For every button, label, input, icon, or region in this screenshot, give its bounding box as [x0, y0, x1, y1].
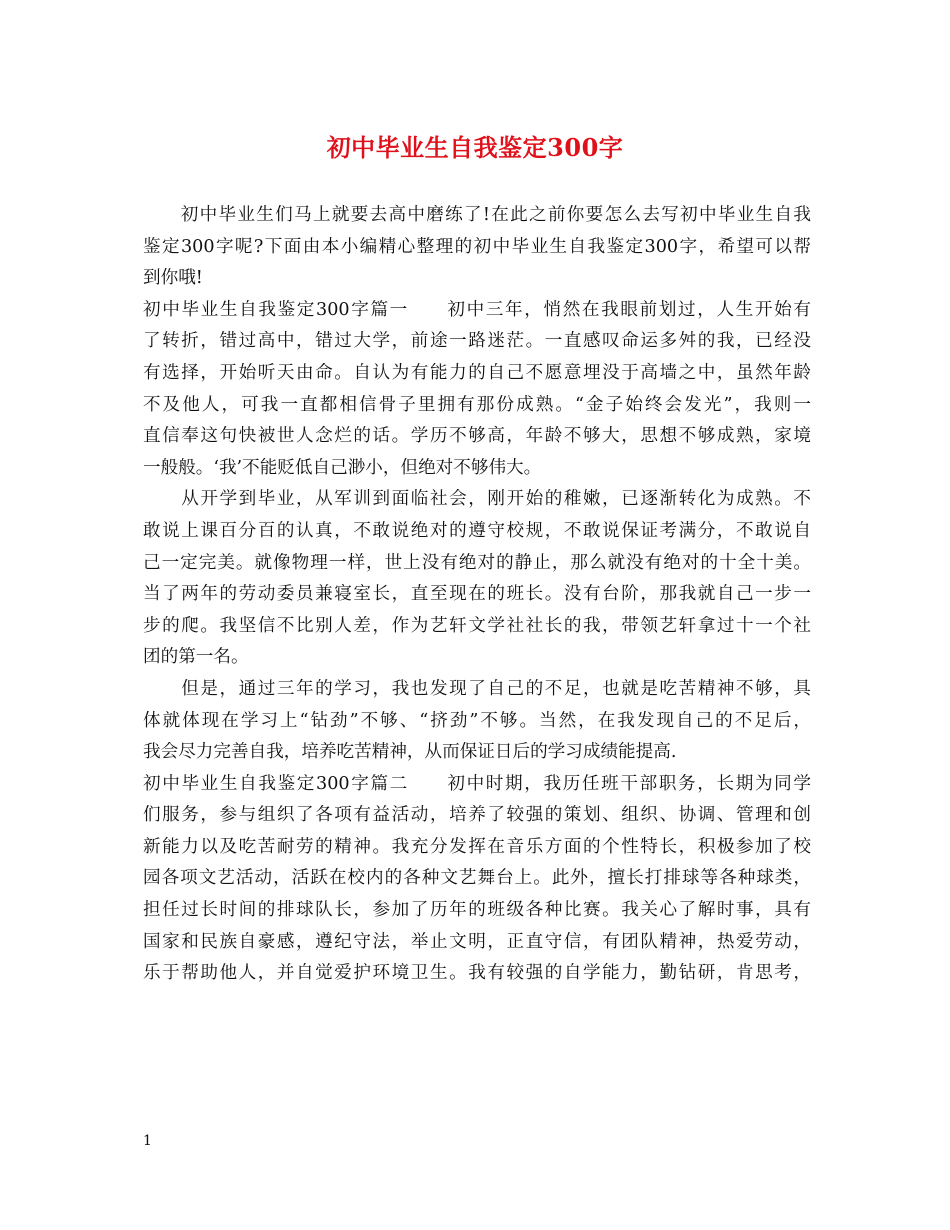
text-line: 不及他人，可我一直都相信骨子里拥有那份成熟。“金子始终会发光”，我则一 — [143, 394, 811, 415]
text-line: 己一定完美。就像物理一样，世上没有绝对的静止，那么就没有绝对的十全十美。 — [143, 552, 811, 573]
text-line: 乐于帮助他人，并自觉爱护环境卫生。我有较强的自学能力，勤钻研，肯思考， — [143, 963, 811, 984]
text-line: 初中毕业生自我鉴定300字篇二 初中时期，我历任班干部职务，长期为同学 — [143, 773, 811, 794]
text-line: 直信奉这句快被世人念烂的话。学历不够高，年龄不够大，思想不够成熟，家境 — [143, 426, 811, 447]
text-line: 一般般。‘我’不能贬低自己渺小，但绝对不够伟大。 — [143, 457, 542, 478]
text-line: 国家和民族自豪感，遵纪守法，举止文明，正直守信，有团队精神，热爱劳动， — [143, 931, 811, 952]
text-line: 初中毕业生们马上就要去高中磨练了!在此之前你要怎么去写初中毕业生自我 — [143, 205, 811, 225]
text-line: 但是，通过三年的学习，我也发现了自己的不足，也就是吃苦精神不够，具 — [143, 678, 811, 699]
text-line: 新能力以及吃苦耐劳的精神。我充分发挥在音乐方面的个性特长，积极参加了校 — [143, 836, 811, 857]
text-line: 了转折，错过高中，错过大学，前途一路迷茫。一直感叹命运多舛的我，已经没 — [143, 331, 811, 352]
page-number: 1 — [143, 1133, 152, 1149]
text-line: 园各项文艺活动，活跃在校内的各种文艺舞台上。此外，擅长打排球等各种球类， — [143, 868, 811, 889]
document-title: 初中毕业生自我鉴定300字 — [326, 133, 624, 162]
text-line: 初中毕业生自我鉴定300字篇一 初中三年，悄然在我眼前划过，人生开始有 — [143, 299, 811, 320]
text-line: 当了两年的劳动委员兼寝室长，直至现在的班长。没有台阶，那我就自己一步一 — [143, 584, 811, 605]
text-line: 担任过长时间的排球队长，参加了历年的班级各种比赛。我关心了解时事，具有 — [143, 900, 811, 921]
text-line: 鉴定300字呢?下面由本小编精心整理的初中毕业生自我鉴定300字，希望可以帮 — [143, 236, 811, 257]
document-body — [143, 200, 811, 990]
text-line: 团的第一名。 — [143, 647, 249, 668]
text-line: 从开学到毕业，从军训到面临社会，刚开始的稚嫩，已逐渐转化为成熟。不 — [143, 489, 811, 510]
text-line: 们服务，参与组织了各项有益活动，培养了较强的策划、组织、协调、管理和创 — [143, 805, 811, 826]
text-line: 步的爬。我坚信不比别人差，作为艺轩文学社社长的我，带领艺轩拿过十一个社 — [143, 615, 811, 636]
text-line: 到你哦! — [143, 268, 203, 289]
text-line: 我会尽力完善自我，培养吃苦精神，从而保证日后的学习成绩能提高. — [143, 742, 677, 763]
text-line: 敢说上课百分百的认真，不敢说绝对的遵守校规，不敢说保证考满分，不敢说自 — [143, 520, 811, 541]
text-line: 体就体现在学习上“钻劲”不够、“挤劲”不够。当然，在我发现自己的不足后， — [143, 710, 811, 731]
text-line: 有选择，开始听天由命。自认为有能力的自己不愿意埋没于高墙之中，虽然年龄 — [143, 362, 811, 383]
